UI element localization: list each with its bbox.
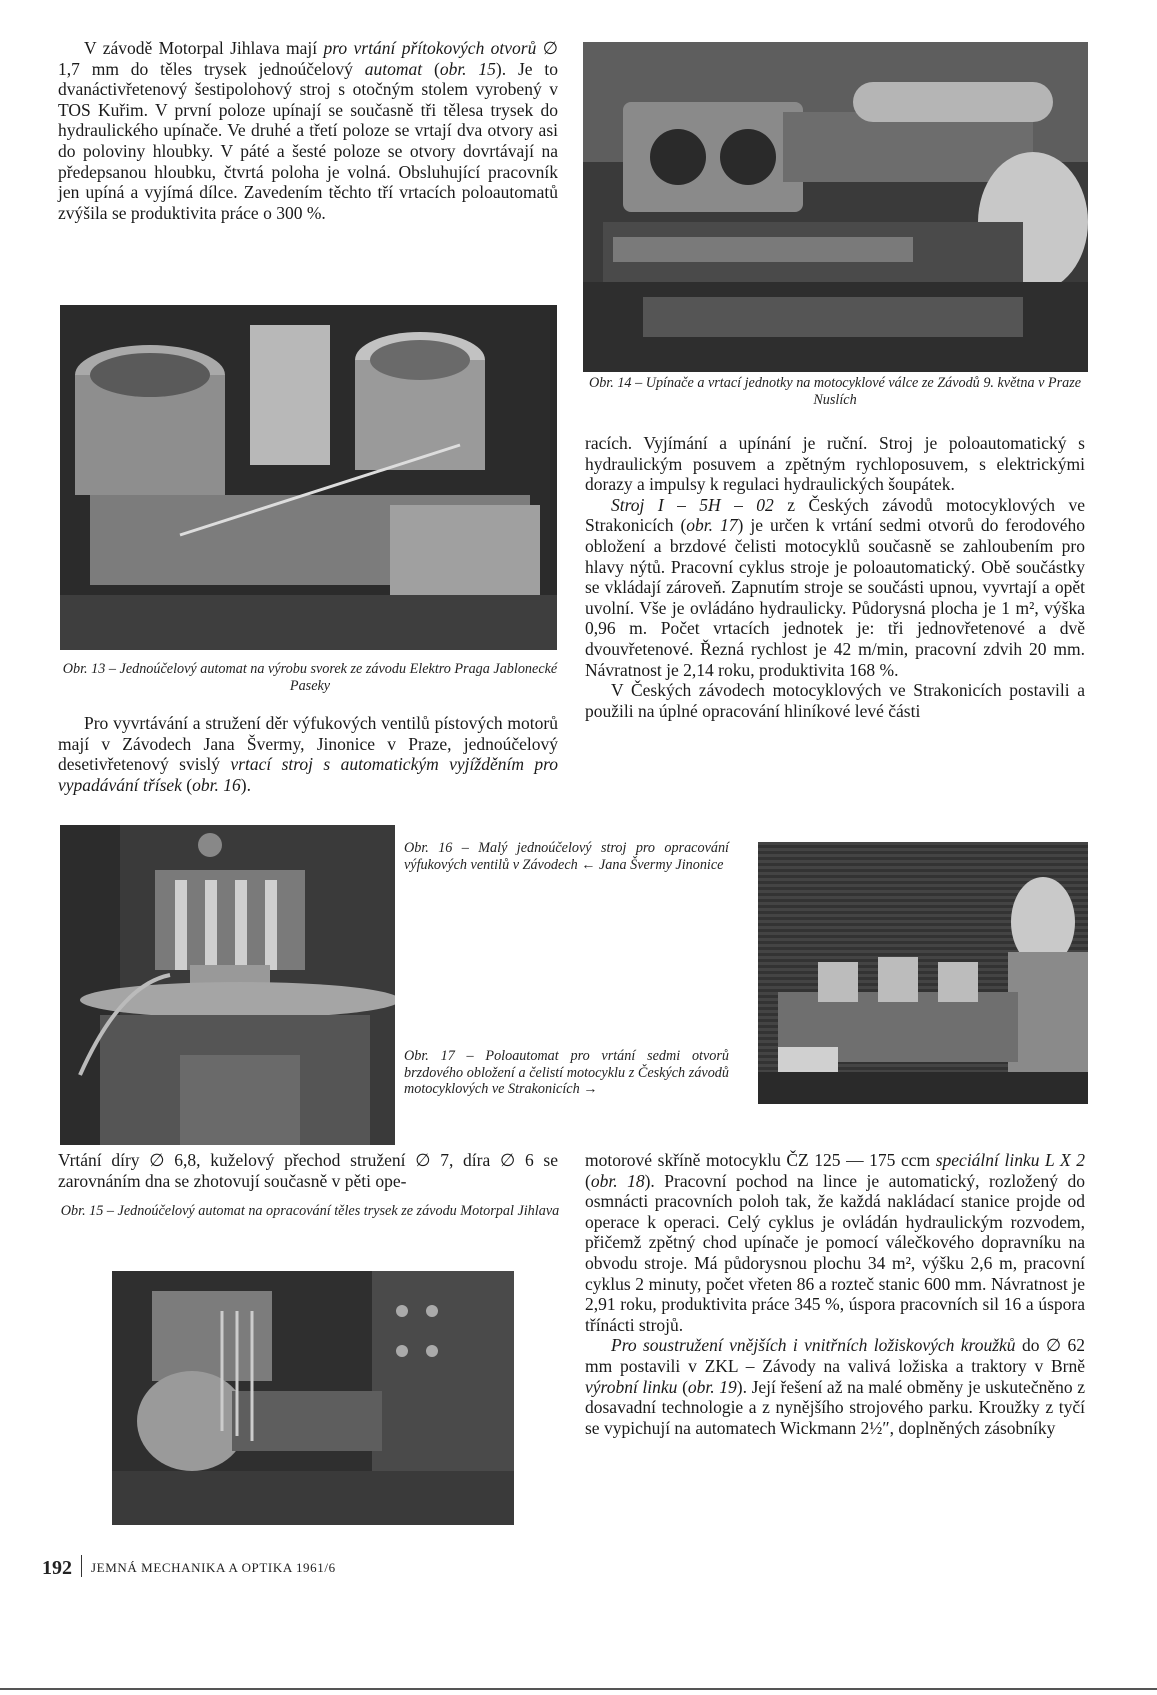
text-run: ). Její řešení až na malé obměny je uskutečněno z dosavadní technologie a z nynějšího strojového parku. Kroužky z tyčí se vypichují na automatech Wickmann 2½″, doplněných zásobníky xyxy=(585,1376,1085,1438)
caption-obr-16: Obr. 16 – Malý jednoúčelový stroj pro opracování výfukových ventilů v Závodech ← Jana Švermy Jinonice xyxy=(404,840,729,873)
text-run-italic: automat xyxy=(364,58,423,79)
page-number: 192 xyxy=(42,1557,72,1579)
paragraph-strakonice: V Českých závodech motocyklových ve Strakonicích postavili a použili na úplné opracování hliníkové levé části xyxy=(585,680,1085,721)
text-run-italic: Stroj I – 5H – 02 xyxy=(611,494,774,515)
text-run: ). xyxy=(240,774,251,795)
text-run: ( xyxy=(181,774,193,795)
paragraph-jinonice xyxy=(58,713,558,795)
photo-obr-13 xyxy=(60,305,557,650)
text-run-italic: vrtací stroj s automatickým vyjížděním pro vypadávání třísek xyxy=(58,754,558,795)
text-run: ). Pracovní pochod na lince je automatický, rozložený do osmnácti pracovních poloh tak, že každá nakládací stanice projde od operace k operaci. Celý cyklus je ovládán hydraulickým rozvodem, přičemž zpětný chod upínače je pomocí válečkového dopravníku na obvodu stroje. Má půdorysnou plochu 34 m², výšku 2,6 m, pracovní cyklus 2 minuty, počet vřeten 86 a rozteč stanic 600 mm. Návratnost je 2,91 roku, produktivita práce 345 %, úspora pracovních sil 16 a úspora třínácti strojů. xyxy=(585,1170,1085,1335)
text-run: ∅ 1,7 mm do těles trysek jednoúčelový xyxy=(58,38,558,79)
text-run-italic: obr. 15 xyxy=(439,58,496,79)
page-footer xyxy=(42,1555,336,1580)
text-run-italic: obr. 17 xyxy=(686,515,738,536)
text-run-italic: obr. 16 xyxy=(192,774,241,795)
text-run: ( xyxy=(422,58,440,79)
caption-obr-15: Obr. 15 – Jednoúčelový automat na opracování těles trysek ze závodu Motorpal Jihlava xyxy=(60,1203,560,1219)
paragraph-linka-lx2 xyxy=(585,1150,1085,1335)
journal-title: JEMNÁ MECHANIKA A OPTIKA 1961/6 xyxy=(91,1560,336,1575)
photo-obr-16 xyxy=(60,825,395,1145)
paragraph-vrtani-diry: Vrtání díry ∅ 6,8, kuželový přechod stružení ∅ 7, díra ∅ 6 se zarovnáním dna se zhotovují současně v pěti ope- xyxy=(58,1150,558,1191)
text-run: motorové skříně motocyklu ČZ 125 — 175 ccm xyxy=(585,1150,936,1170)
footer-divider xyxy=(81,1555,82,1577)
caption-obr-14: Obr. 14 – Upínače a vrtací jednotky na motocyklové válce ze Závodů 9. května v Praze Nuslích xyxy=(588,375,1082,408)
text-run-italic: obr. 18 xyxy=(590,1170,645,1191)
text-run-italic: obr. 19 xyxy=(687,1376,737,1397)
column-right-bottom xyxy=(585,1150,1085,1438)
text-run: ( xyxy=(677,1376,688,1397)
text-run: do ∅ 62 mm postavili v ZKL – Závody na valivá ložiska a traktory v Brně xyxy=(585,1335,1085,1376)
paragraph-motorpal xyxy=(58,38,558,223)
photo-obr-17 xyxy=(758,842,1088,1104)
text-run: ). Je to dvanáctivřetenový šestipolohový stroj s otočným stolem vyrobený v TOS Kuřim. V první poloze upínají se současně tři tělesa trysek do hydraulického upínače. Ve druhé a třetí poloze se vrtají dva otvory asi do poloviny hloubky. V páté a šesté poloze se otvory dovrtávají na předepsanou hloubku, čtvrtá poloha je volná. Obsluhující pracovník jen upíná a vyjímá dílce. Zavedením těchto tří vrtacích poloautomatů zvýšila se produktivita práce o 300 %. xyxy=(58,58,558,223)
text-run-italic: Pro soustružení vnějších i vnitřních ložiskových kroužků xyxy=(611,1335,1016,1356)
caption-obr-13: Obr. 13 – Jednoúčelový automat na výrobu svorek ze závodu Elektro Praga Jablonecké Paseky xyxy=(62,661,558,694)
paragraph-racich: racích. Vyjímání a upínání je ruční. Stroj je poloautomatický s hydraulickým posuvem a zpětným rychloposuvem, s elektrickými dorazy a impulsy k regulaci hydraulických šoupátek. xyxy=(585,433,1085,495)
caption-obr-17: Obr. 17 – Poloautomat pro vrtání sedmi otvorů brzdového obložení a čelistí motocyklu z Českých závodů motocyklových ve Strakonicích → xyxy=(404,1048,729,1098)
photo-obr-14 xyxy=(583,42,1088,372)
column-right-top xyxy=(585,433,1085,721)
paragraph-zkl xyxy=(585,1335,1085,1438)
text-run-italic: pro vrtání přítokových otvorů xyxy=(323,38,537,58)
text-run-italic: speciální linku L X 2 xyxy=(935,1150,1086,1170)
text-run: z Českých závodů motocyklových ve Strakonicích ( xyxy=(585,494,1085,536)
text-run: ) je určen k vrtání sedmi otvorů do ferodového obložení a brzdové čelisti motocyklů současně se zahloubením pro hlavy nýtů. Pracovní cyklus stroje je poloautomatický. Obě součástky se vkládají zároveň. Zapnutím stroje se součásti upnou, vyvrtají a opět uvolní. Vše je ovládáno hydraulicky. Půdorysná plocha je 1 m², výška 0,96 m. Počet vrtacích jednotek je: tři jednovřetenové a dvě dvouvřetenové. Řezná rychlost je 42 m/min, pracovní zdvih 20 mm. Návratnost je 2,14 roku, produktivita 168 %. xyxy=(585,515,1085,680)
text-run-italic: výrobní linku xyxy=(585,1376,678,1397)
paragraph-stroj-i5h02 xyxy=(585,495,1085,680)
text-run: ( xyxy=(585,1170,591,1191)
scan-edge-line xyxy=(0,1688,1157,1690)
text-run: V závodě Motorpal Jihlava mají xyxy=(84,38,324,58)
text-run: Pro vyvrtávání a stružení děr výfukových ventilů pístových motorů mají v Závodech Jana Švermy, Jinonice v Praze, jednoúčelový desetivřetenový svislý xyxy=(58,713,558,775)
photo-obr-15 xyxy=(112,1271,514,1525)
